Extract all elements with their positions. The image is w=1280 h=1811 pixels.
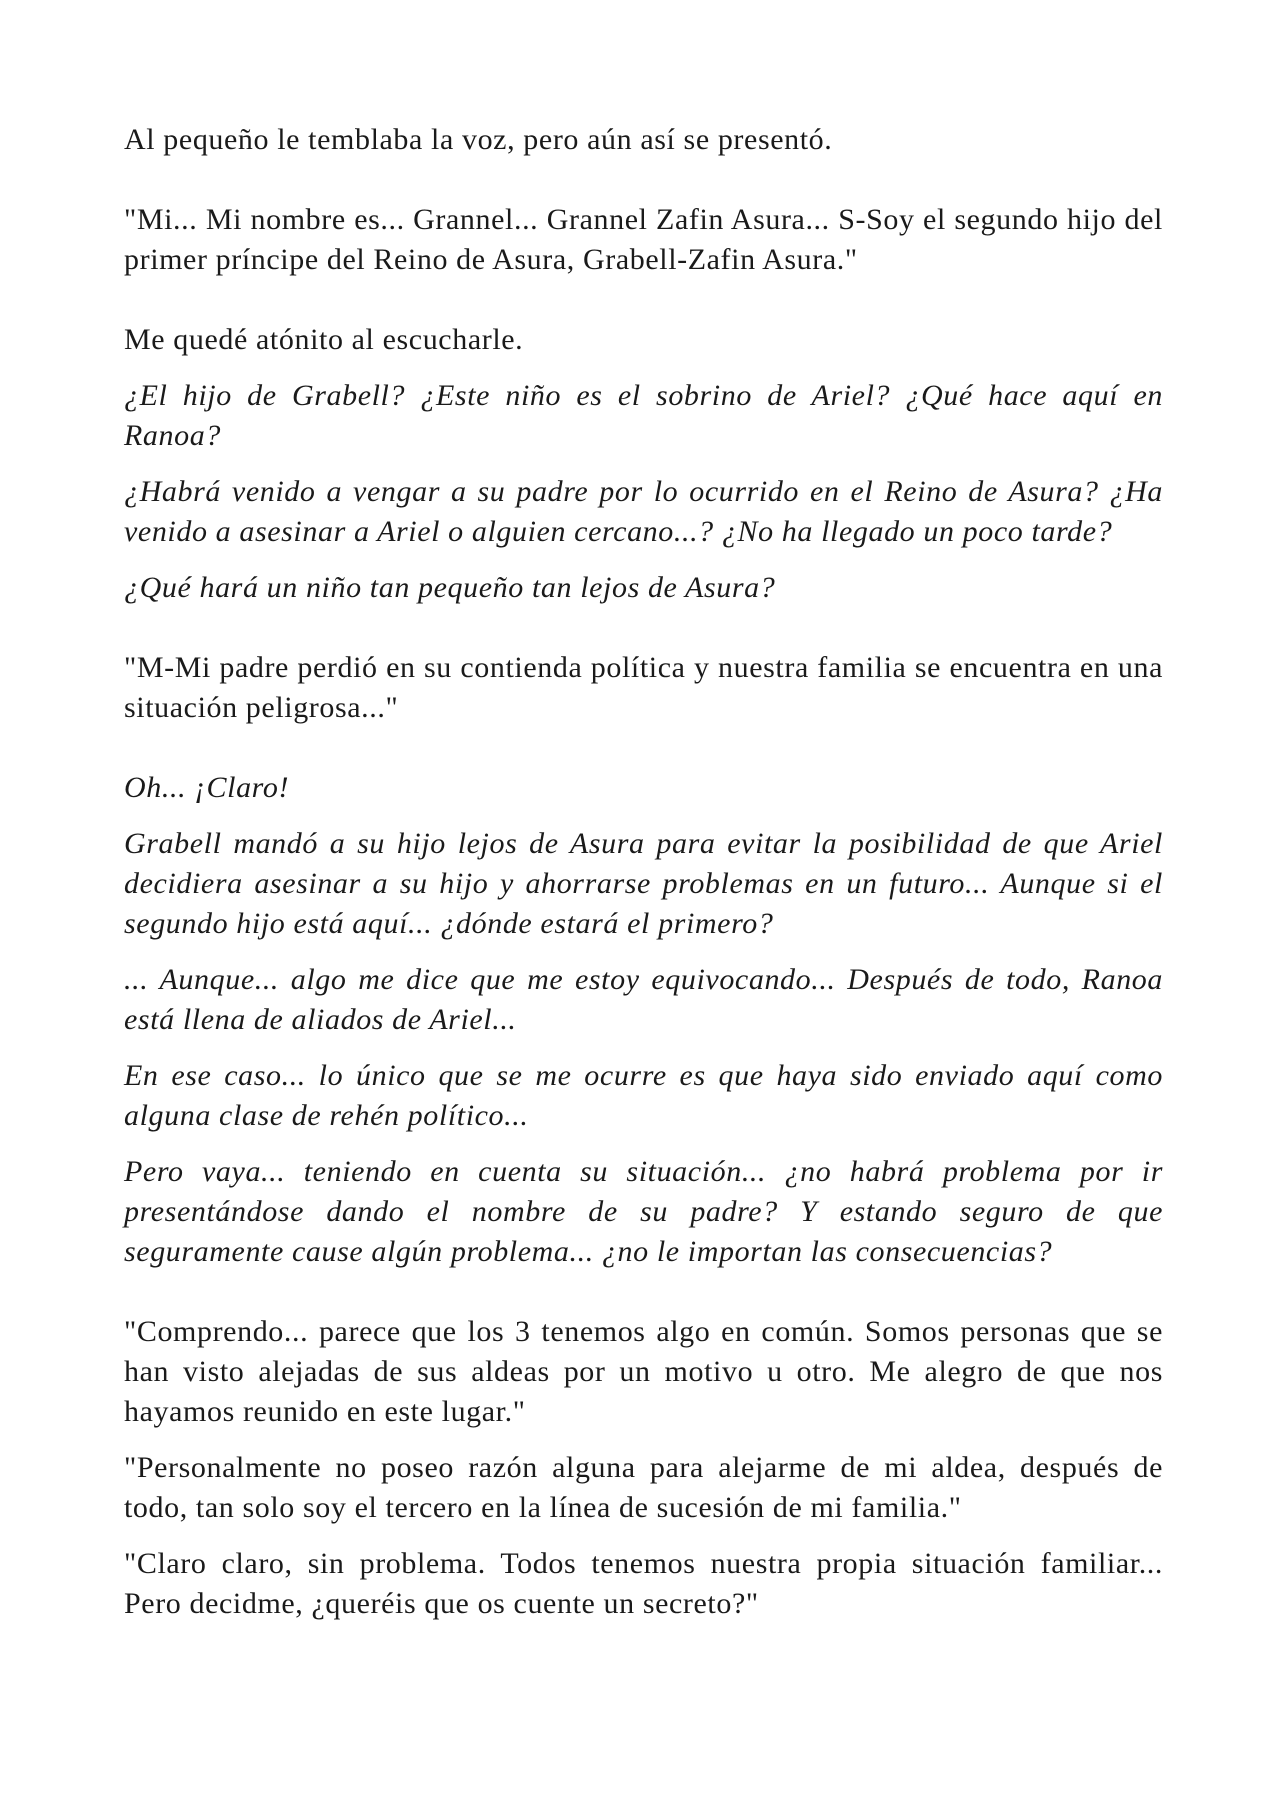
paragraph-thought-1: ¿El hijo de Grabell? ¿Este niño es el sobrino de Ariel? ¿Qué hace aquí en Ranoa? [124,379,1163,452]
paragraph-thought-8: Pero vaya... teniendo en cuenta su situación... ¿no habrá problema por ir presentándose dando el nombre de su padre? Y estando seguro de que seguramente cause algún problema... ¿no le importan las consecuencias? [124,1155,1163,1268]
paragraph-narration-1: Al pequeño le temblaba la voz, pero aún así se presentó. [124,123,833,156]
document-page [124,120,1163,1624]
paragraph-dialogue-1: "Mi... Mi nombre es... Grannel... Grannel Zafin Asura... S-Soy el segundo hijo del primer príncipe del Reino de Asura, Grabell-Zafin Asura." [124,203,1163,276]
paragraph-dialogue-4: "Personalmente no poseo razón alguna para alejarme de mi aldea, después de todo, tan solo soy el tercero en la línea de sucesión de mi familia." [124,1451,1163,1524]
paragraph-thought-6: ... Aunque... algo me dice que me estoy equivocando... Después de todo, Ranoa está llena de aliados de Ariel... [124,963,1163,1036]
paragraph-dialogue-2: "M-Mi padre perdió en su contienda política y nuestra familia se encuentra en una situación peligrosa..." [124,651,1163,724]
paragraph-thought-4: Oh... ¡Claro! [124,771,290,804]
paragraph-dialogue-5: "Claro claro, sin problema. Todos tenemos nuestra propia situación familiar... Pero decidme, ¿queréis que os cuente un secreto?" [124,1547,1163,1620]
paragraph-thought-2: ¿Habrá venido a vengar a su padre por lo ocurrido en el Reino de Asura? ¿Ha venido a asesinar a Ariel o alguien cercano...? ¿No ha llegado un poco tarde? [124,475,1163,548]
paragraph-narration-2: Me quedé atónito al escucharle. [124,323,524,356]
paragraph-dialogue-3: "Comprendo... parece que los 3 tenemos algo en común. Somos personas que se han visto alejadas de sus aldeas por un motivo u otro. Me alegro de que nos hayamos reunido en este lugar." [124,1315,1163,1428]
paragraph-thought-3: ¿Qué hará un niño tan pequeño tan lejos de Asura? [124,571,776,604]
paragraph-thought-5: Grabell mandó a su hijo lejos de Asura para evitar la posibilidad de que Ariel decidiera asesinar a su hijo y ahorrarse problemas en un futuro... Aunque si el segundo hijo está aquí... ¿dónde estará el primero? [124,827,1163,940]
paragraph-thought-7: En ese caso... lo único que se me ocurre es que haya sido enviado aquí como alguna clase de rehén político... [124,1059,1163,1132]
